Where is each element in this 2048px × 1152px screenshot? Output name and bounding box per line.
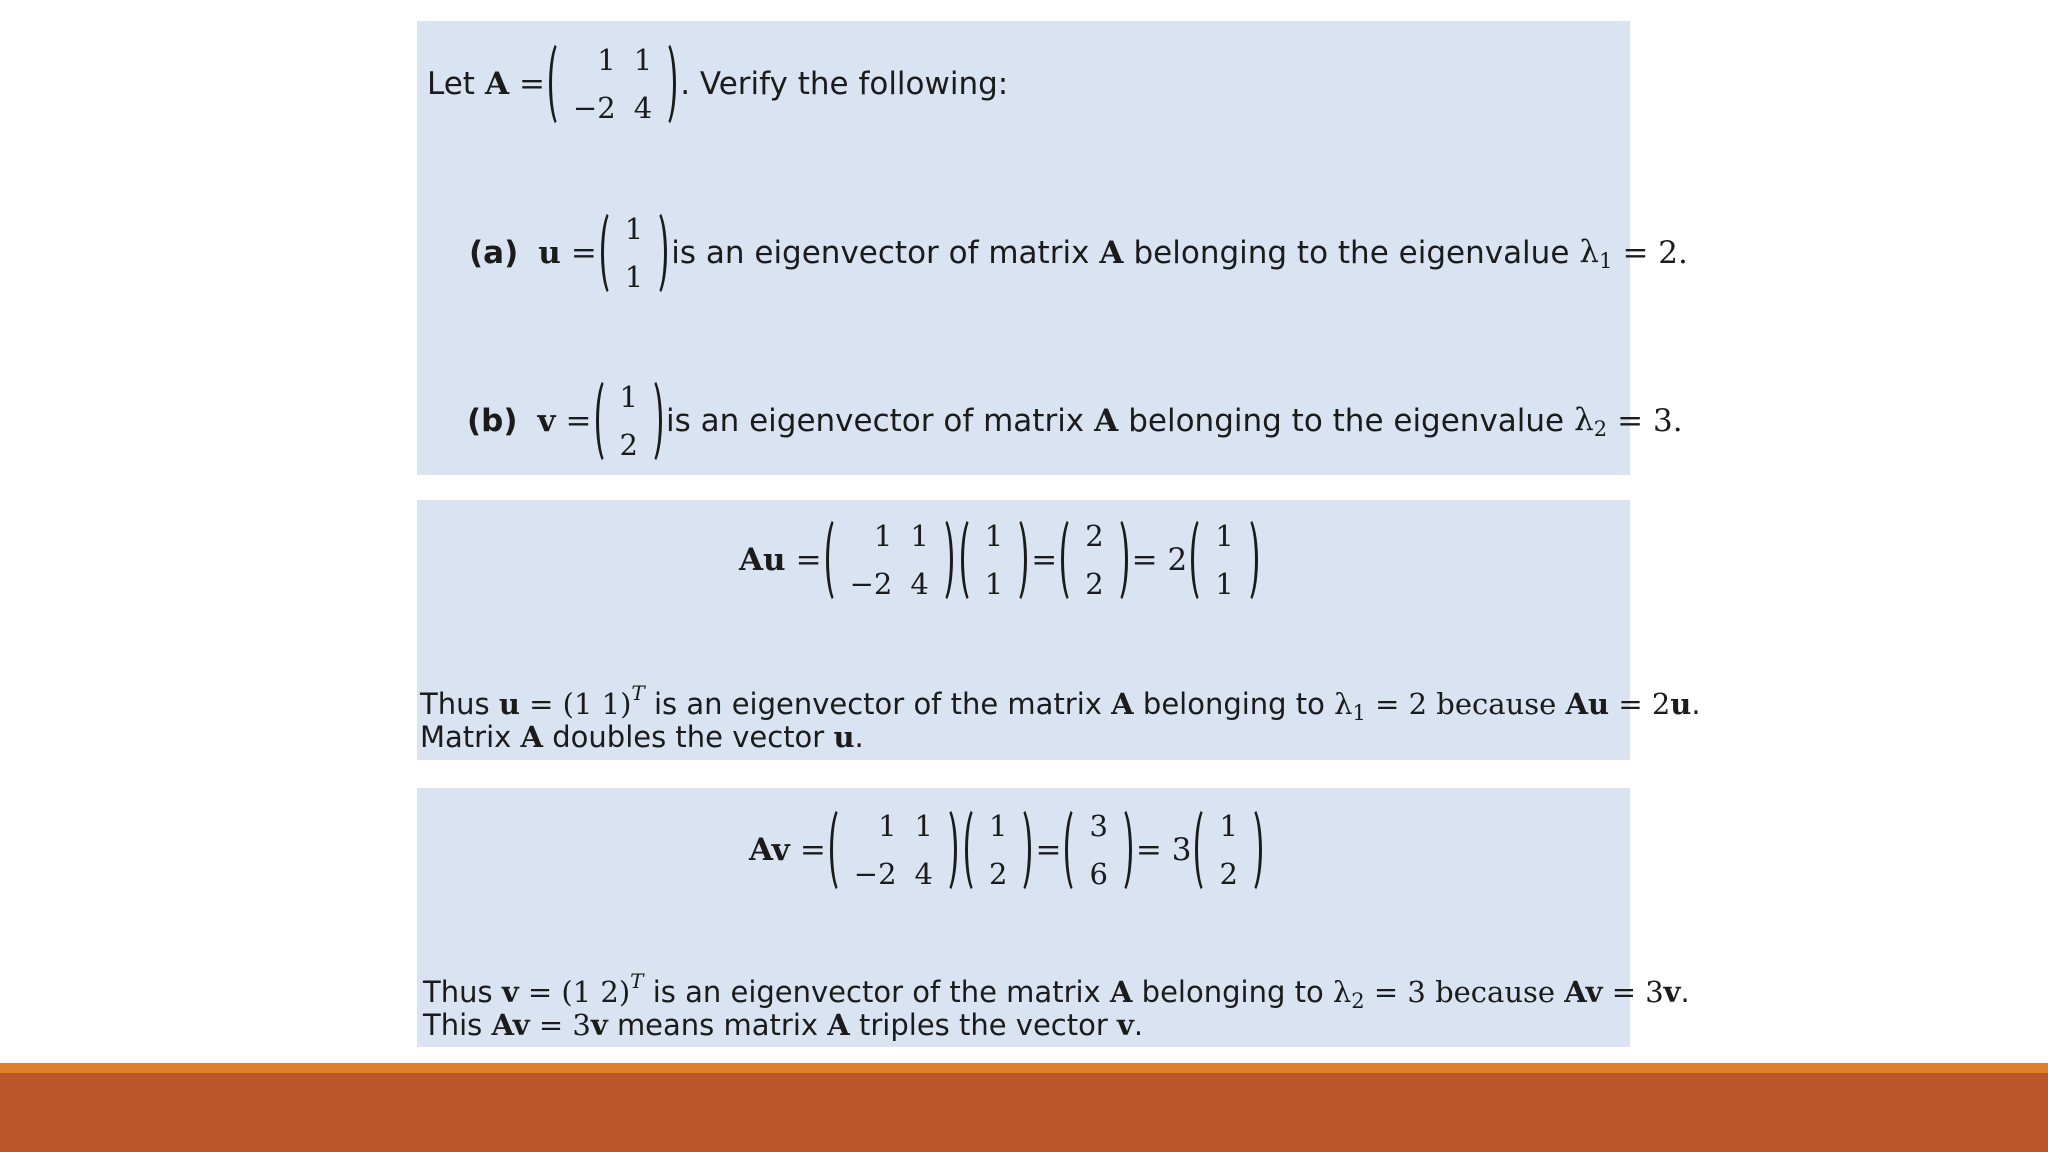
equals-sign: = xyxy=(1035,832,1062,868)
equals-sign: = xyxy=(799,832,826,868)
matrix-entry: 1 xyxy=(597,43,616,77)
vector-entry: 2 xyxy=(1085,567,1104,601)
vector-v-symbol: v xyxy=(537,403,556,439)
explanation-v-line2: This Av = 3v means matrix A triples the vector v. xyxy=(423,1008,1144,1042)
explanation-v-line1: Thus v = (1 2)$^T$ is an eigenvector of the matrix A belonging to $\lambda_2 = 3$ because Av = 3v. xyxy=(423,969,1690,1013)
scalar-2: = 2 xyxy=(1131,542,1188,578)
matrix-a xyxy=(830,805,957,895)
matrix-entry: −2 xyxy=(853,857,897,891)
vector-entry: 3 xyxy=(1089,809,1108,843)
matrix-entry: 1 xyxy=(910,519,929,553)
vector-entry: 1 xyxy=(624,260,644,294)
matrix-a xyxy=(549,39,676,129)
vector-v xyxy=(965,805,1031,895)
vector-u xyxy=(1191,515,1257,605)
result-vector xyxy=(1061,515,1127,605)
vector-u xyxy=(961,515,1027,605)
vector-entry: 1 xyxy=(1219,809,1238,843)
let-text: Let xyxy=(427,66,475,102)
belong-text: belonging to the eigenvalue xyxy=(1128,403,1565,439)
vector-v xyxy=(596,376,662,466)
part-b-label: (b) xyxy=(467,403,518,439)
part-b-text: is an eigenvector of matrix xyxy=(665,403,1085,439)
eigenvalue-2: = 3. xyxy=(1617,403,1683,439)
equals-sign: = xyxy=(570,235,597,271)
equation-av xyxy=(749,796,1266,904)
vector-v xyxy=(1195,805,1261,895)
vector-entry: 2 xyxy=(1085,519,1104,553)
matrix-entry: 4 xyxy=(633,91,653,125)
matrix-entry: 1 xyxy=(633,43,653,77)
matrix-entry: 4 xyxy=(910,567,929,601)
vector-entry: 1 xyxy=(624,212,644,246)
lambda-1: $\lambda_1$ xyxy=(1579,233,1613,273)
vector-entry: 1 xyxy=(989,809,1008,843)
vector-entry: 2 xyxy=(989,857,1008,891)
footer-bar xyxy=(0,1073,2048,1152)
part-a-text: is an eigenvector of matrix xyxy=(671,235,1090,271)
problem-panel xyxy=(417,21,1688,475)
matrix-a xyxy=(826,515,953,605)
part-a xyxy=(469,198,1688,308)
matrix-symbol: A xyxy=(1099,235,1124,271)
part-a-label: (a) xyxy=(469,235,519,271)
eigenvalue-1: = 2. xyxy=(1622,235,1688,271)
vector-u-symbol: u xyxy=(538,235,561,271)
explanation-u-line1: Thus u = (1 1)$^T$ is an eigenvector of the matrix A belonging to $\lambda_1 = 2$ because Au = 2u. xyxy=(420,681,1701,725)
equals-sign: = xyxy=(1031,542,1058,578)
vector-entry: 1 xyxy=(619,380,638,414)
equals-sign: = xyxy=(519,66,545,102)
vector-entry: 6 xyxy=(1089,857,1108,891)
vector-entry: 2 xyxy=(619,428,638,462)
verify-text: . Verify the following: xyxy=(680,66,1009,102)
matrix-entry: 1 xyxy=(873,519,893,553)
vector-entry: 2 xyxy=(1219,857,1238,891)
matrix-entry: 1 xyxy=(878,809,897,843)
explanation-u-line2: Matrix A doubles the vector u. xyxy=(420,720,864,754)
matrix-entry: 1 xyxy=(914,809,933,843)
belong-text: belonging to the eigenvalue xyxy=(1133,235,1570,271)
problem-intro xyxy=(427,29,1008,139)
equation-au xyxy=(739,506,1262,614)
vector-entry: 1 xyxy=(984,519,1004,553)
vector-entry: 1 xyxy=(1215,519,1234,553)
matrix-entry: −2 xyxy=(849,567,893,601)
equals-sign: = xyxy=(795,542,822,578)
au-symbol: Au xyxy=(739,542,786,578)
part-b xyxy=(467,366,1683,476)
matrix-entry: −2 xyxy=(573,91,616,125)
vector-entry: 1 xyxy=(1215,567,1234,601)
matrix-symbol: A xyxy=(484,66,510,102)
footer-accent-stripe xyxy=(0,1063,2048,1073)
matrix-symbol: A xyxy=(1094,403,1119,439)
av-symbol: Av xyxy=(749,832,790,868)
equals-sign: = xyxy=(565,403,592,439)
matrix-entry: 4 xyxy=(914,857,933,891)
vector-entry: 1 xyxy=(984,567,1004,601)
lambda-2: $\lambda_2$ xyxy=(1574,401,1608,441)
solution-v-panel xyxy=(417,788,1690,1047)
solution-u-panel xyxy=(417,500,1701,760)
vector-u xyxy=(601,208,667,298)
result-vector xyxy=(1065,805,1131,895)
scalar-3: = 3 xyxy=(1135,832,1192,868)
